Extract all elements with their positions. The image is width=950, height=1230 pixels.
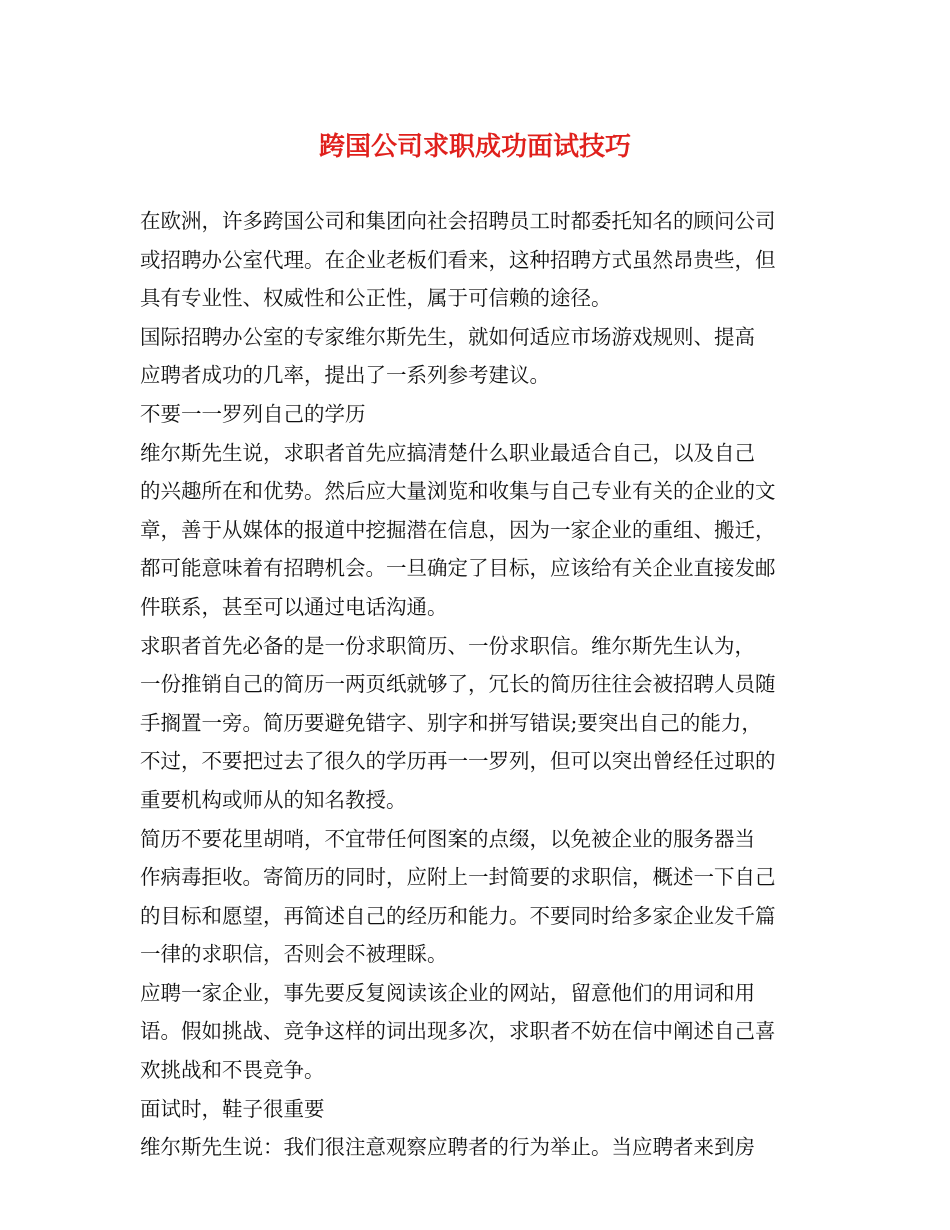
text-line: 面试时，鞋子很重要 (140, 1096, 325, 1121)
text-line: 一律的求职信，否则会不被理睬。 (140, 942, 448, 967)
text-line: 具有专业性、权威性和公正性，属于可信赖的途径。 (140, 286, 612, 311)
text-line: 不过，不要把过去了很久的学历再一一罗列，但可以突出曾经任过职的 (140, 749, 776, 774)
document-body (140, 202, 816, 1167)
text-line: 国际招聘办公室的专家维尔斯先生，就如何适应市场游戏规则、提高 (140, 324, 755, 349)
text-line: 手搁置一旁。简历要避免错字、别字和拼写错误;要突出自己的能力， (140, 710, 762, 735)
text-line: 简历不要花里胡哨，不宜带任何图案的点缀，以免被企业的服务器当 (140, 826, 755, 851)
text-line: 维尔斯先生说，求职者首先应搞清楚什么职业最适合自己，以及自己 (140, 440, 755, 465)
text-line: 或招聘办公室代理。在企业老板们看来，这种招聘方式虽然昂贵些，但 (140, 247, 776, 272)
document-title: 跨国公司求职成功面试技巧 (318, 132, 631, 162)
text-line: 作病毒拒收。寄简历的同时，应附上一封简要的求职信，概述一下自己 (140, 865, 776, 890)
text-line: 在欧洲，许多跨国公司和集团向社会招聘员工时都委托知名的顾问公司 (140, 209, 776, 233)
text-line: 求职者首先必备的是一份求职简历、一份求职信。维尔斯先生认为， (140, 633, 755, 658)
text-line: 不要一一罗列自己的学历 (140, 401, 366, 426)
text-line: 重要机构或师从的知名教授。 (140, 787, 407, 812)
text-line: 的兴趣所在和优势。然后应大量浏览和收集与自己专业有关的企业的文 (140, 479, 776, 504)
text-line: 欢挑战和不畏竞争。 (140, 1058, 325, 1083)
text-line: 一份推销自己的简历一两页纸就够了，冗长的简历往往会被招聘人员随 (140, 672, 776, 697)
text-line: 维尔斯先生说：我们很注意观察应聘者的行为举止。当应聘者来到房 (140, 1135, 755, 1160)
text-line: 应聘一家企业，事先要反复阅读该企业的网站，留意他们的用词和用 (140, 980, 755, 1005)
text-line: 应聘者成功的几率，提出了一系列参考建议。 (140, 363, 550, 388)
text-line: 件联系，甚至可以通过电话沟通。 (140, 594, 448, 619)
text-line: 都可能意味着有招聘机会。一旦确定了目标，应该给有关企业直接发邮 (140, 556, 776, 581)
text-line: 语。假如挑战、竞争这样的词出现多次，求职者不妨在信中阐述自己喜 (140, 1019, 776, 1044)
text-line: 章，善于从媒体的报道中挖掘潜在信息，因为一家企业的重组、搬迁， (140, 517, 776, 542)
text-line: 的目标和愿望，再简述自己的经历和能力。不要同时给多家企业发千篇 (140, 903, 776, 928)
